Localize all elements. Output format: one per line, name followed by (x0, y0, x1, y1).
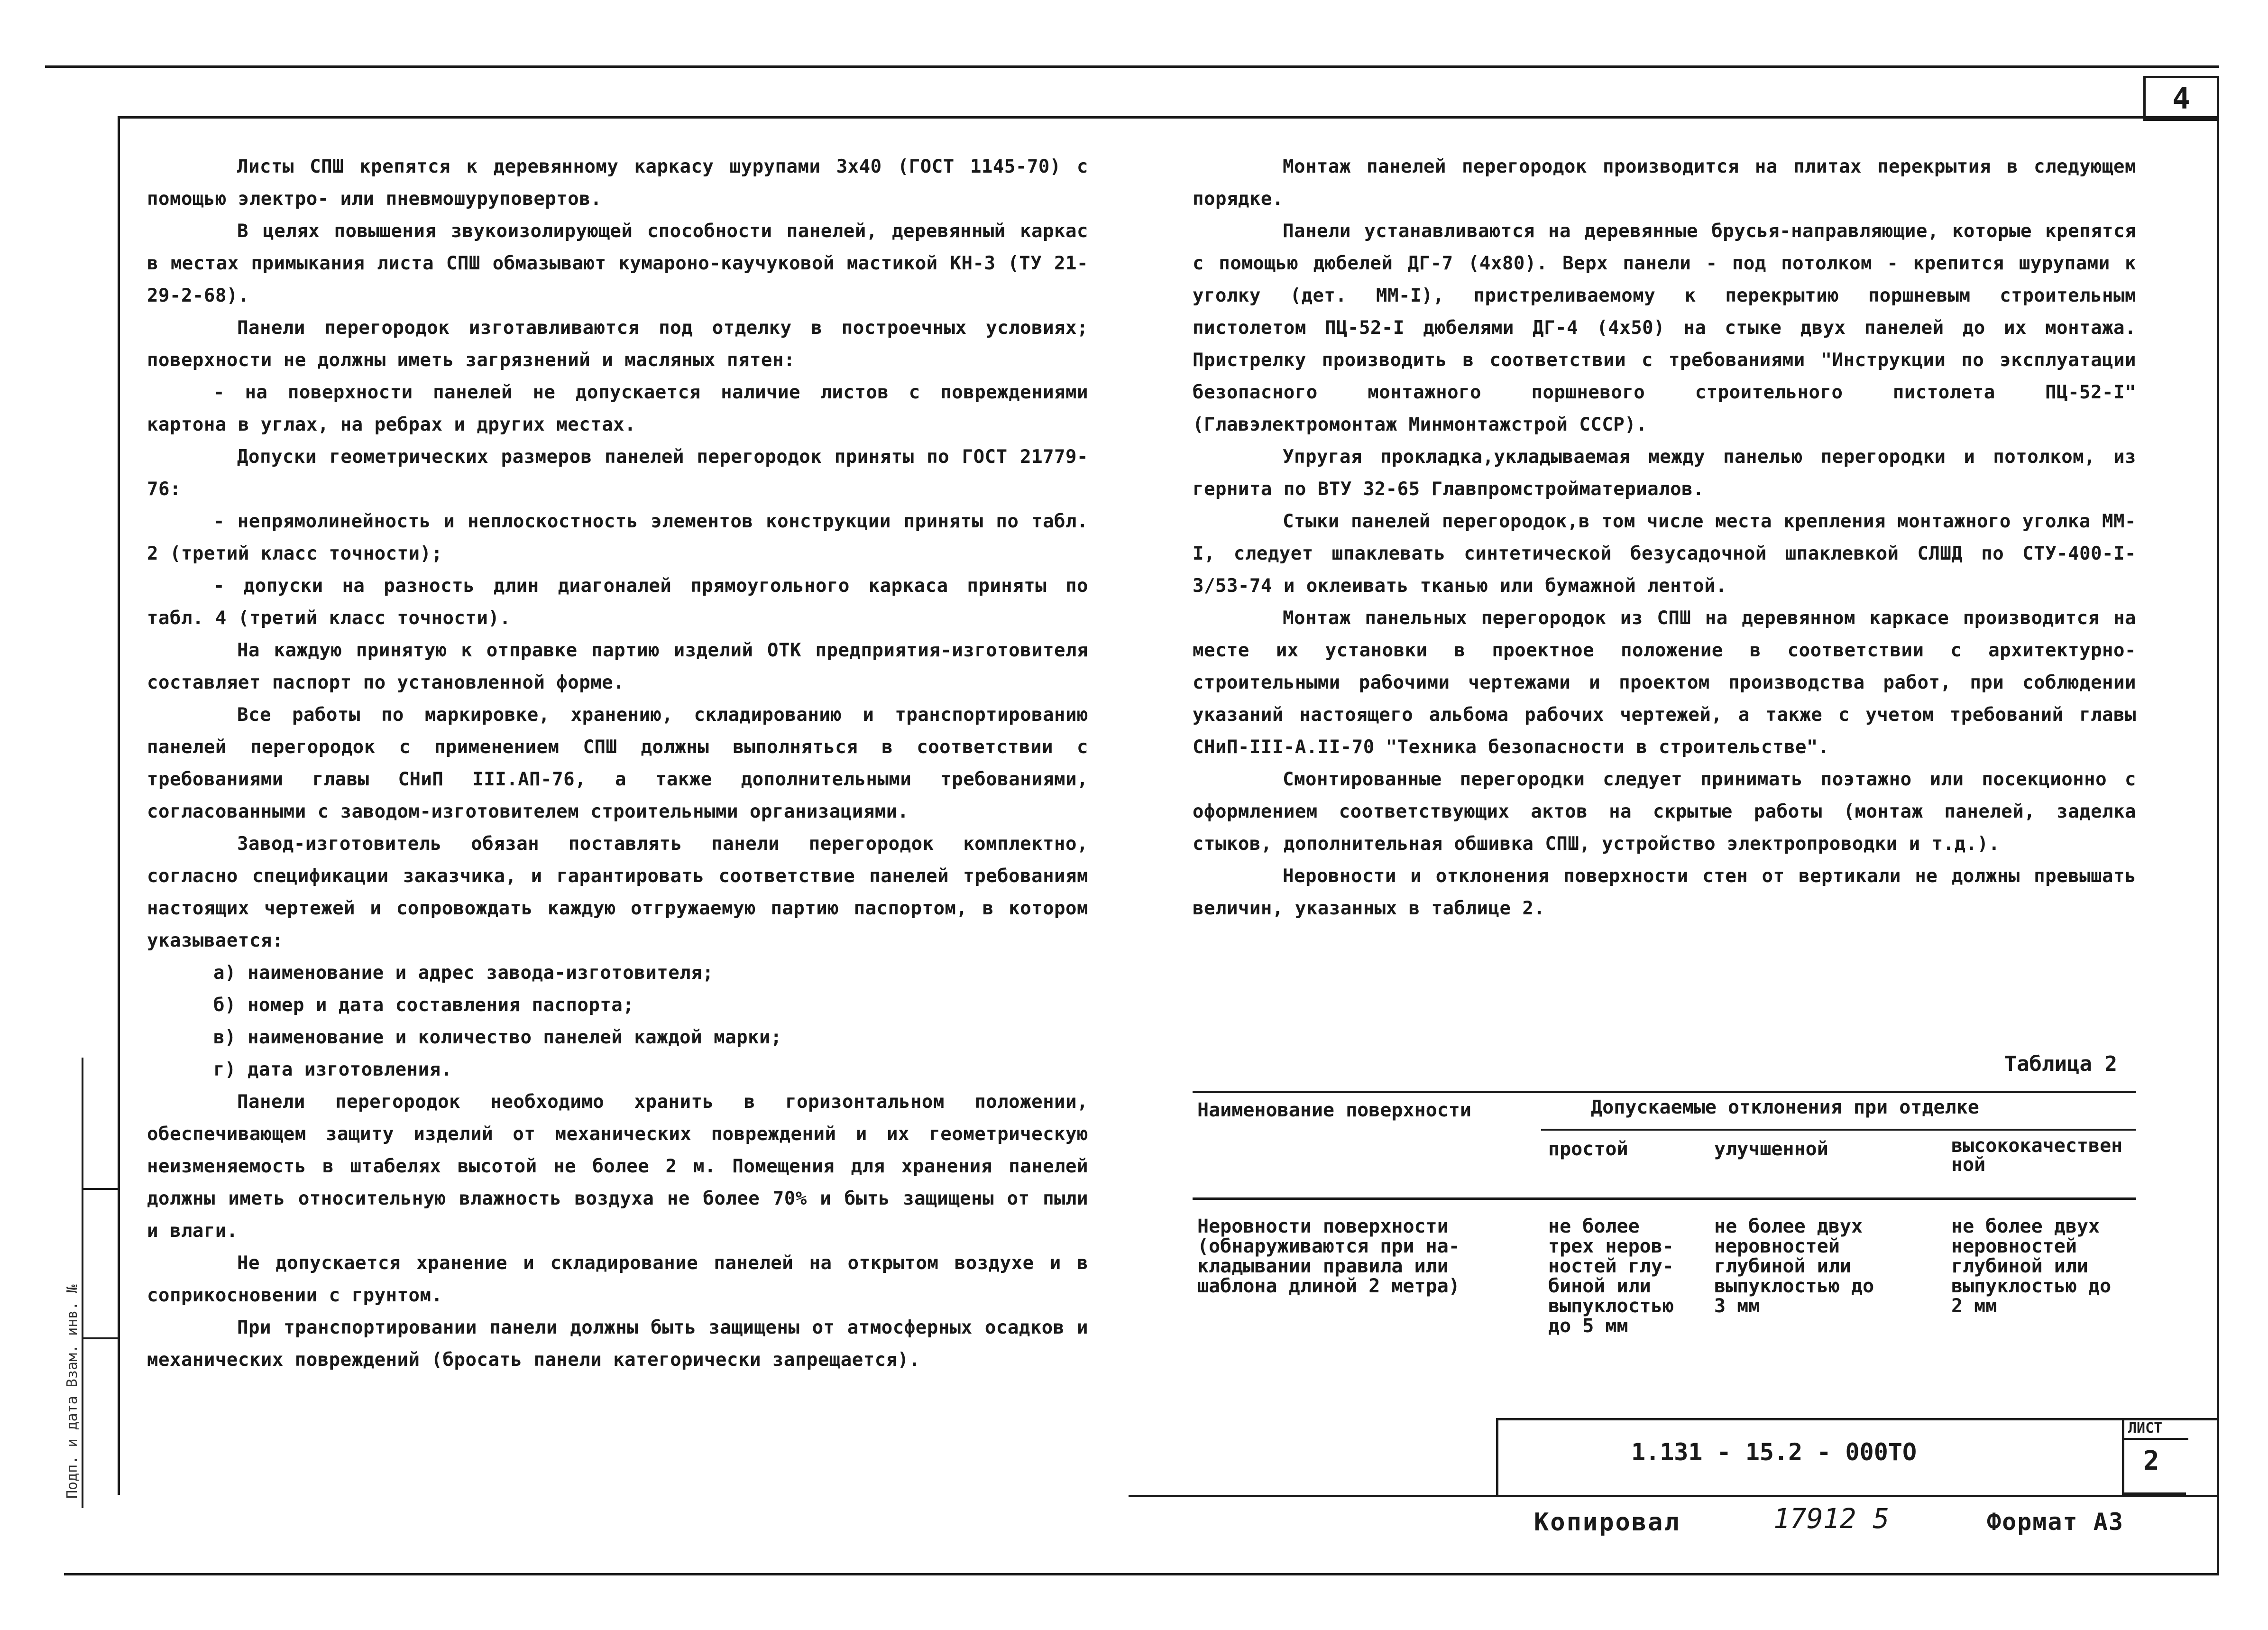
sheet-box (2122, 1418, 2186, 1495)
paragraph: Листы СПШ крепятся к деревянному каркасу шурупами 3х40 (ГОСТ 1145-70) с помощью электро- или пневмошуруповертов. (147, 156, 1088, 210)
col-simple-header: простой (1548, 1138, 1628, 1160)
table-caption: Таблица 2 (2004, 1052, 2117, 1076)
row-simple: не более трех неров- ностей глу- биной или выпуклостью до 5 мм (1548, 1216, 1674, 1337)
paragraph: Все работы по маркировке, хранению, складированию и транспортированию панелей перегородок с применением СПШ должны выполняться в соответствии с требованиями главы СНиП III.АП-76, а также дополнительными требованиями, согласованными с заводом-изготовителем строительными организациями. (147, 704, 1088, 822)
col-improved-header: улучшенной (1714, 1138, 1828, 1160)
paragraph: Панели перегородок изготавливаются под отделку в построечных условиях; поверхности не должны иметь загрязнений и масляных пятен: (147, 317, 1088, 371)
copied-value: 17912 5 (1773, 1502, 1890, 1535)
paragraph: - непрямолинейность и неплоскостность элементов конструкции приняты по табл. 2 (третий класс точности); (147, 511, 1088, 564)
paragraph: Неровности и отклонения поверхности стен от вертикали не должны превышать величин, указанных в таблице 2. (1193, 866, 2136, 919)
row-surface: Неровности поверхности (обнаруживаются при на- кладывании правила или шаблона длиной 2 метра) (1197, 1216, 1460, 1297)
deviation-table (1193, 1043, 2136, 1375)
page-number: 4 (2172, 81, 2190, 116)
paragraph: Не допускается хранение и складирование панелей на открытом воздухе и в соприкосновении с грунтом. (147, 1252, 1088, 1306)
paragraph: - на поверхности панелей не допускается наличие листов с повреждениями картона в углах, на ребрах и других местах. (147, 382, 1088, 435)
sheet-label-rule (2124, 1438, 2188, 1440)
paragraph: При транспортировании панели должны быть защищены от атмосферных осадков и механических повреждений (бросать панели категорически запрещается). (147, 1317, 1088, 1371)
page-number-box (2143, 76, 2219, 121)
row-improved: не более двух неровностей глубиной или выпуклостью до 3 мм (1714, 1216, 1874, 1317)
paragraph: Панели устанавливаются на деревянные брусья-направляющие, которые крепятся с помощью дюбелей ДГ-7 (4х80). Верх панели - под потолком - крепится шурупами к уголку (дет. ММ-I), пристреливаемому к перекрытию поршневым строительным пистолетом ПЦ-52-I дюбелями ДГ-4 (4х50) на стыке двух панелей до их монтажа. Пристрелку производить в соответствии с требованиями "Инструкции по эксплуатации безопасного монтажного поршневого строительного пистолета ПЦ-52-I" (Главэлектромонтаж Минмонтажстрой СССР). (1193, 221, 2136, 435)
group-header: Допускаемые отклонения при отделке (1591, 1096, 1979, 1118)
table-top-rule (1193, 1091, 2136, 1093)
paragraph: Допуски геометрических размеров панелей перегородок приняты по ГОСТ 21779-76: (147, 446, 1088, 500)
doc-code: 1.131 - 15.2 - 000ТО (1631, 1438, 1917, 1466)
right-edge (2217, 116, 2219, 1575)
paragraph: Смонтированные перегородки следует принимать поэтажно или посекционно с оформлением соответствующих актов на скрытые работы (монтаж панелей, заделка стыков, дополнительная обшивка СПШ, устройство электропроводки и т.д.). (1193, 769, 2136, 855)
row-high: не более двух неровностей глубиной или выпуклостью до 2 мм (1951, 1216, 2112, 1317)
paragraph: Стыки панелей перегородок,в том числе места крепления монтажного уголка ММ-I, следует шпаклевать синтетической безусадочной шпаклевкой СЛШД по СТУ-400-I-3/53-74 и оклеивать тканью или бумажной лентой. (1193, 511, 2136, 597)
paragraph: г) дата изготовления. (213, 1059, 452, 1080)
col-high-header: высококачественной (1951, 1135, 2123, 1176)
paragraph: - допуски на разность длин диагоналей прямоугольного каркаса приняты по табл. 4 (третий класс точности). (147, 575, 1088, 629)
paragraph: В целях повышения звукоизолирующей способности панелей, деревянный каркас в местах примыкания листа СПШ обмазывают кумароно-каучуковой мастикой КН-3 (ТУ 21-29-2-68). (147, 221, 1088, 306)
paragraph: Монтаж панелей перегородок производится на плитах перекрытия в следующем порядке. (1193, 156, 2136, 210)
table-header-rule (1193, 1197, 2136, 1200)
top-rule (45, 65, 2219, 68)
sheet-number: 2 (2143, 1446, 2159, 1476)
sheet-label: ЛИСТ (2128, 1420, 2163, 1437)
paragraph: На каждую принятую к отправке партию изделий ОТК предприятия-изготовителя составляет паспорт по установленной форме. (147, 640, 1088, 693)
group-header-rule (1541, 1129, 2136, 1131)
side-stamp-text: Подп. и дата Взам. инв. № (64, 1284, 81, 1499)
paragraph: Монтаж панельных перегородок из СПШ на деревянном каркасе производится на месте их установки в проектное положение в соответствии с архитектурно-строительными рабочими чертежами и проектом производства работ, при соблюдении указаний настоящего альбома рабочих чертежей, а также с учетом требований главы СНиП-III-А.II-70 "Техника безопасности в строительстве". (1193, 608, 2136, 758)
bottom-rule (64, 1573, 2219, 1575)
paragraph: Завод-изготовитель обязан поставлять панели перегородок комплектно, согласно спецификации заказчика, и гарантировать соответствие панелей требованиям настоящих чертежей и сопровождать каждую отгружаемую партию паспортом, в котором указывается: (147, 833, 1088, 951)
side-stamp-tick-2 (82, 1337, 118, 1339)
side-stamp-tick-1 (82, 1188, 118, 1190)
paragraph: в) наименование и количество панелей каждой марки; (213, 1027, 782, 1048)
paragraph: б) номер и дата составления паспорта; (213, 995, 634, 1016)
col-surface-header: Наименование поверхности (1197, 1099, 1471, 1121)
side-stamp-line (82, 1058, 83, 1508)
title-block (1496, 1418, 2219, 1497)
paragraph: Панели перегородок необходимо хранить в горизонтальном положении, обеспечивающем защиту изделий от механических повреждений и их геометрическую неизменяемость в штабелях высотой не более 2 м. Помещения для хранения панелей должны иметь относительную влажность воздуха не более 70% и быть защищены от пыли и влаги. (147, 1091, 1088, 1242)
left-column (147, 151, 1088, 1376)
copied-label: Копировал (1534, 1508, 1680, 1537)
paragraph: Упругая прокладка,укладываемая между панелью перегородки и потолком, из гернита по ВТУ 32-65 Главпромстройматериалов. (1193, 446, 2136, 500)
right-column (1193, 151, 2136, 925)
paragraph: а) наименование и адрес завода-изготовителя; (213, 962, 714, 984)
format-label: Формат А3 (1987, 1508, 2124, 1536)
